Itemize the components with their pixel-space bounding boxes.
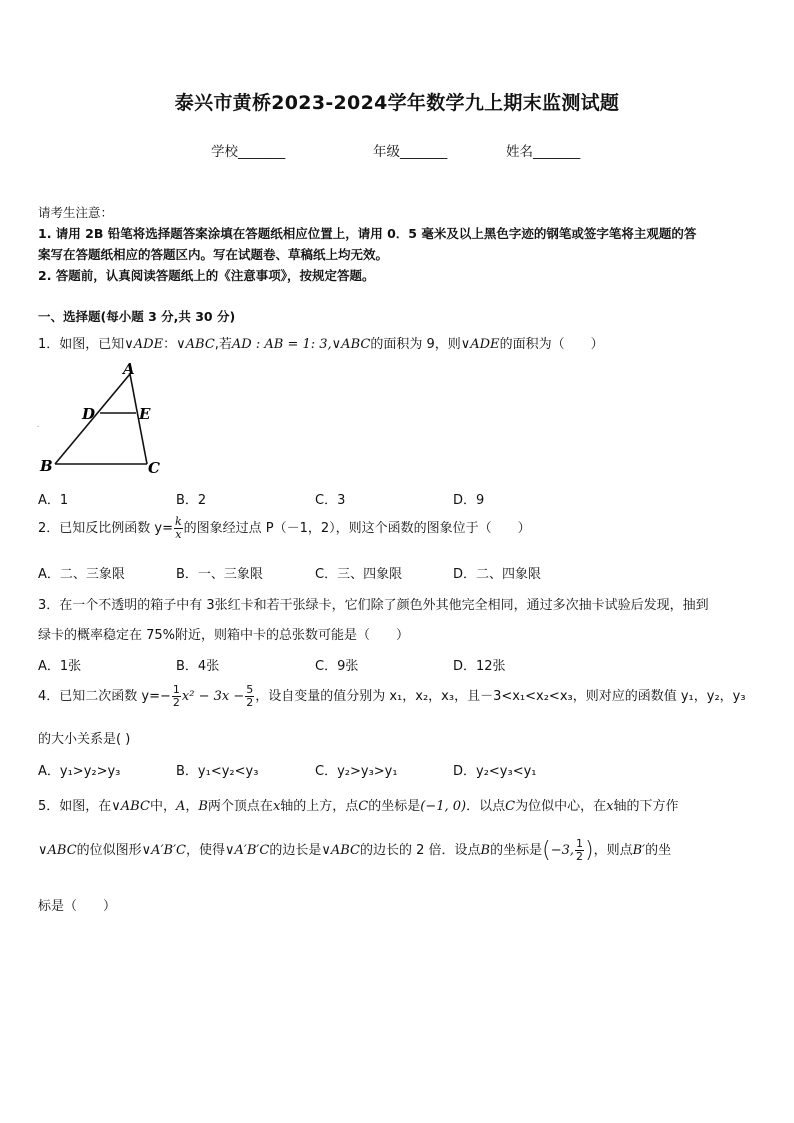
page-title: 泰兴市黄桥2023-2024学年数学九上期末监测试题 [174,92,620,114]
label-A: A [123,360,135,378]
q1-option-a: A．1 [38,493,69,508]
q2-option-d: D．二、四象限 [453,567,542,582]
q4-option-b: B．y₁<y₂<y₃ [176,764,259,779]
q1-option-c: C．3 [315,493,346,508]
question-3-line-1: 3．在一个不透明的箱子中有 3张红卡和若干张绿卡，它们除了颜色外其他完全相同，通过多次抽卡试验后发现，抽到 [38,598,709,613]
triangle-figure [36,360,166,480]
label-D: D [82,405,96,423]
question-2: 2．已知反比例函数 y= $\frac{k}{x}$ 的图象经过点 P（－1，2），则这个函数的图象位于（ ） [38,515,531,541]
q4-option-a: A．y₁>y₂>y₃ [38,764,121,779]
grade-field: 年级_______ [373,144,448,160]
question-5-line-2: ∨ABC的位似图形∨A′B′C，使得∨A′B′C的边长是∨ABC的边长的 2 倍．设点B的坐标是(−3, $\frac{1}{2}$ )，则点B′的坐 [38,837,672,863]
school-field: 学校_______ [211,144,286,160]
q2-option-a: A．二、三象限 [38,567,125,582]
q3-option-d: D．12张 [453,659,506,674]
notice-heading: 请考生注意： [38,205,114,220]
label-E: E [139,405,151,423]
q3-option-a: A．1张 [38,659,82,674]
notice-line-1: 1. 请用 2B 铅笔将选择题答案涂填在答题纸相应位置上，请用 0．5 毫米及以上黑色字迹的钢笔或签字笔将主观题的答 [38,226,697,241]
q4-option-d: D．y₂<y₃<y₁ [453,764,537,779]
question-5-line-3: 标是（ ） [38,899,117,914]
q1-option-d: D．9 [453,493,485,508]
name-field: 姓名_______ [506,144,581,160]
q4-option-c: C．y₂>y₃>y₁ [315,764,398,779]
section-heading: 一、选择题(每小题 3 分,共 30 分) [38,309,236,324]
q1-option-b: B．2 [176,493,207,508]
label-B: B [40,457,53,475]
question-5-line-1: 5．如图，在∨ABC中，A，B两个顶点在x轴的上方，点C的坐标是(−1, 0)．以点C为位似中心，在x轴的下方作 [38,799,679,814]
q2-option-b: B．一、三象限 [176,567,263,582]
notice-line-2: 案写在答题纸相应的答题区内。写在试题卷、草稿纸上均无效。 [38,247,389,262]
label-C: C [148,459,160,477]
question-4-line-2: 的大小关系是( ) [38,732,131,747]
question-3-line-2: 绿卡的概率稳定在 75%附近，则箱中卡的总张数可能是（ ） [38,628,410,643]
notice-line-3: 2. 答题前，认真阅读答题纸上的《注意事项》，按规定答题。 [38,268,375,283]
question-1: 1．如图，已知∨ADE：∨ABC,若AD : AB = 1: 3,∨ABC的面积为 9，则∨ADE的面积为（ ） [38,337,604,352]
q3-option-b: B．4张 [176,659,220,674]
q3-option-c: C．9张 [315,659,359,674]
q2-option-c: C．三、四象限 [315,567,403,582]
question-4: 4．已知二次函数 y=− $\frac{1}{2}$ x² − 3x − $\frac{5}{2}$ ，设自变量的值分别为 x₁，x₂，x₃，且－3<x₁<x₂<x₃，则对应的函数值 y₁，y₂，y₃ [38,683,746,709]
